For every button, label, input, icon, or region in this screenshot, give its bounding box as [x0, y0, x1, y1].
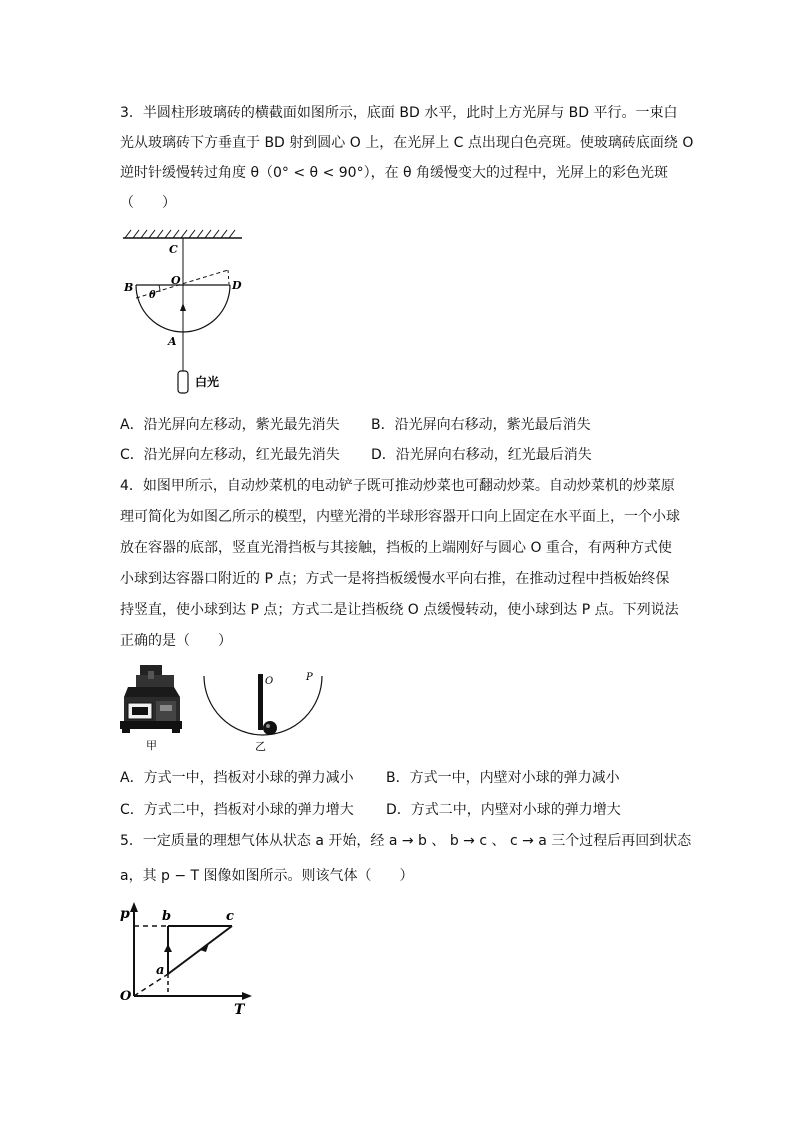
- q5-label-origin: O: [120, 989, 132, 1004]
- q3-label-theta: θ: [149, 290, 156, 301]
- q3-figure: [115, 226, 255, 396]
- q3-label-a: A: [168, 335, 177, 348]
- q3-option-d[interactable]: D．沿光屏向右移动，红光最后消失: [371, 447, 592, 463]
- q4-label-jia: 甲: [146, 739, 157, 752]
- q5-label-p-axis: p: [120, 906, 130, 922]
- q3-label-c: C: [169, 243, 178, 256]
- q4-stem-line-3: 放在容器的底部，竖直光滑挡板与其接触，挡板的上端刚好与圆心 O 重合，有两种方式使: [120, 540, 672, 556]
- q5-label-a: a: [156, 963, 165, 978]
- q3-label-white-light: 白光: [195, 375, 220, 389]
- q3-label-b: B: [124, 281, 134, 294]
- q4-option-c[interactable]: C．方式二中，挡板对小球的弹力增大: [120, 802, 354, 818]
- q5-stem-line-2: a，其 p − T 图像如图所示。则该气体（ ）: [120, 868, 414, 884]
- q4-stem-line-5: 持竖直，使小球到达 P 点；方式二是让挡板绕 O 点缓慢转动，使小球到达 P 点。下列说法: [120, 602, 679, 618]
- q3-answer-blank: （ ）: [120, 195, 176, 211]
- q3-stem-line-2: 光从玻璃砖下方垂直于 BD 射到圆心 O 上，在光屏上 C 点出现白色亮斑。使玻璃砖底面绕 O: [120, 135, 694, 151]
- q4-figure-yi-hemisphere: [198, 668, 328, 758]
- q4-stem-line-4: 小球到达容器口附近的 P 点；方式一是将挡板缓慢水平向右推，在推动过程中挡板始终保: [120, 571, 670, 587]
- q4-option-a[interactable]: A．方式一中，挡板对小球的弹力减小: [120, 770, 354, 786]
- q4-option-d[interactable]: D．方式二中，内壁对小球的弹力增大: [386, 802, 621, 818]
- q5-figure-p-t-graph: [116, 900, 256, 1020]
- q3-label-d: D: [232, 279, 242, 292]
- q4-stem-line-2: 理可简化为如图乙所示的模型，内壁光滑的半球形容器开口向上固定在水平面上，一个小球: [120, 509, 680, 525]
- q4-label-p: P: [306, 672, 313, 683]
- q3-label-o: O: [171, 274, 181, 287]
- q5-label-c: c: [226, 909, 234, 924]
- q5-stem-line-1: 5．一定质量的理想气体从状态 a 开始，经 a → b 、 b → c 、 c → a 三个过程后再回到状态: [120, 833, 692, 849]
- q4-stem-line-6: 正确的是（ ）: [120, 633, 232, 649]
- q3-option-a[interactable]: A．沿光屏向左移动，紫光最先消失: [120, 417, 340, 433]
- q4-label-o: O: [265, 676, 274, 687]
- q3-stem-line-3: 逆时针缓慢转过角度 θ（0° < θ < 90°），在 θ 角缓慢变大的过程中，光屏上的彩色光斑: [120, 165, 669, 181]
- q4-option-b[interactable]: B．方式一中，内壁对小球的弹力减小: [386, 770, 620, 786]
- q3-stem-line-1: 3．半圆柱形玻璃砖的横截面如图所示，底面 BD 水平，此时上方光屏与 BD 平行。一束白: [120, 105, 678, 121]
- q5-label-b: b: [162, 909, 172, 924]
- q5-label-t-axis: T: [234, 1002, 245, 1018]
- q3-option-b[interactable]: B．沿光屏向右移动，紫光最后消失: [371, 417, 591, 433]
- q4-stem-line-1: 4．如图甲所示，自动炒菜机的电动铲子既可推动炒菜也可翻动炒菜。自动炒菜机的炒菜原: [120, 478, 675, 494]
- q3-option-c[interactable]: C．沿光屏向左移动，红光最先消失: [120, 447, 340, 463]
- q4-figure-jia-cooking-machine: [118, 663, 188, 753]
- q4-label-yi: 乙: [255, 740, 266, 753]
